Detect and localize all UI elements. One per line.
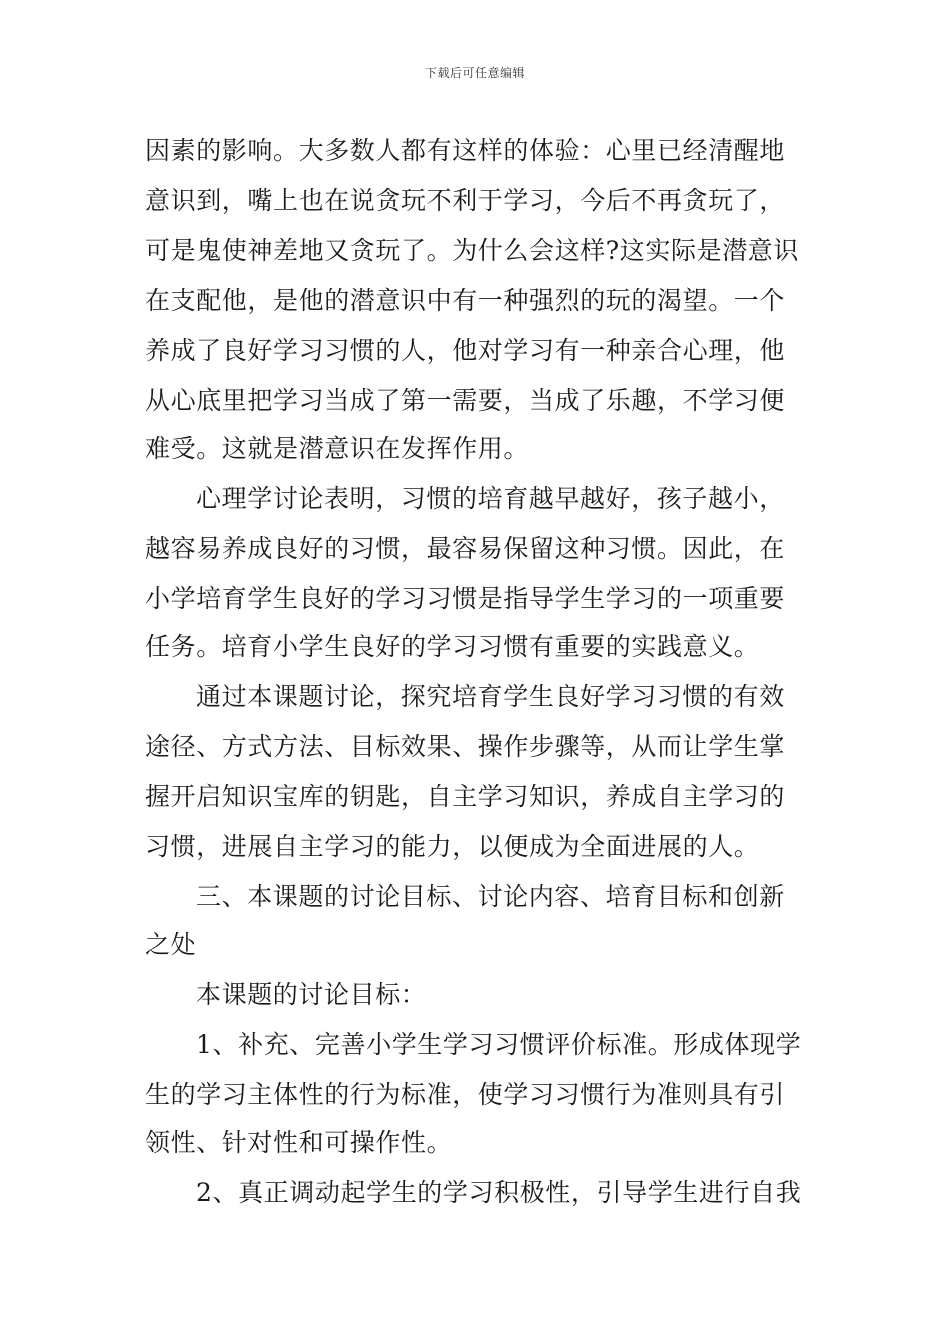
text-line: 在支配他，是他的潜意识中有一种强烈的玩的渴望。一个 [145,286,786,315]
text-line: 越容易养成良好的习惯，最容易保留这种习惯。因此，在 [145,534,786,563]
text-line: 小学培育学生良好的学习习惯是指导学生学习的一项重要 [145,584,786,613]
text-line: 途径、方式方法、目标效果、操作步骤等，从而让学生掌 [145,732,786,761]
text-line: 领性、针对性和可操作性。 [145,1128,453,1157]
section-heading-continued: 之处 [145,930,197,959]
text-line: 意识到，嘴上也在说贪玩不利于学习，今后不再贪玩了， [145,186,786,215]
text-line: 习惯，进展自主学习的能力，以便成为全面进展的人。 [145,832,760,861]
text-line: 握开启知识宝库的钥匙，自主学习知识，养成自主学习的 [145,782,786,811]
list-item-first-line: 1、补充、完善小学生学习习惯评价标准。形成体现学 [196,1030,802,1059]
text-line: 难受。这就是潜意识在发挥作用。 [145,434,530,463]
text-line: 从心底里把学习当成了第一需要，当成了乐趣，不学习便 [145,386,786,415]
page-header: 下载后可任意编辑 [424,66,525,80]
paragraph-first-line: 心理学讨论表明，习惯的培育越早越好，孩子越小， [196,484,785,513]
paragraph-first-line: 通过本课题讨论，探究培育学生良好学习习惯的有效 [196,682,785,711]
text-line: 因素的影响。大多数人都有这样的体验：心里已经清醒地 [145,136,786,165]
subheading: 本课题的讨论目标： [196,980,427,1009]
text-line: 可是鬼使神差地又贪玩了。为什么会这样?这实际是潜意识 [145,236,800,265]
list-item-first-line: 2、真正调动起学生的学习积极性，引导学生进行自我 [196,1178,802,1207]
text-line: 任务。培育小学生良好的学习习惯有重要的实践意义。 [145,632,760,661]
section-heading: 三、本课题的讨论目标、讨论内容、培育目标和创新 [196,882,785,911]
text-line: 生的学习主体性的行为标准，使学习习惯行为准则具有引 [145,1080,786,1109]
text-line: 养成了良好学习习惯的人，他对学习有一种亲合心理，他 [145,336,786,365]
